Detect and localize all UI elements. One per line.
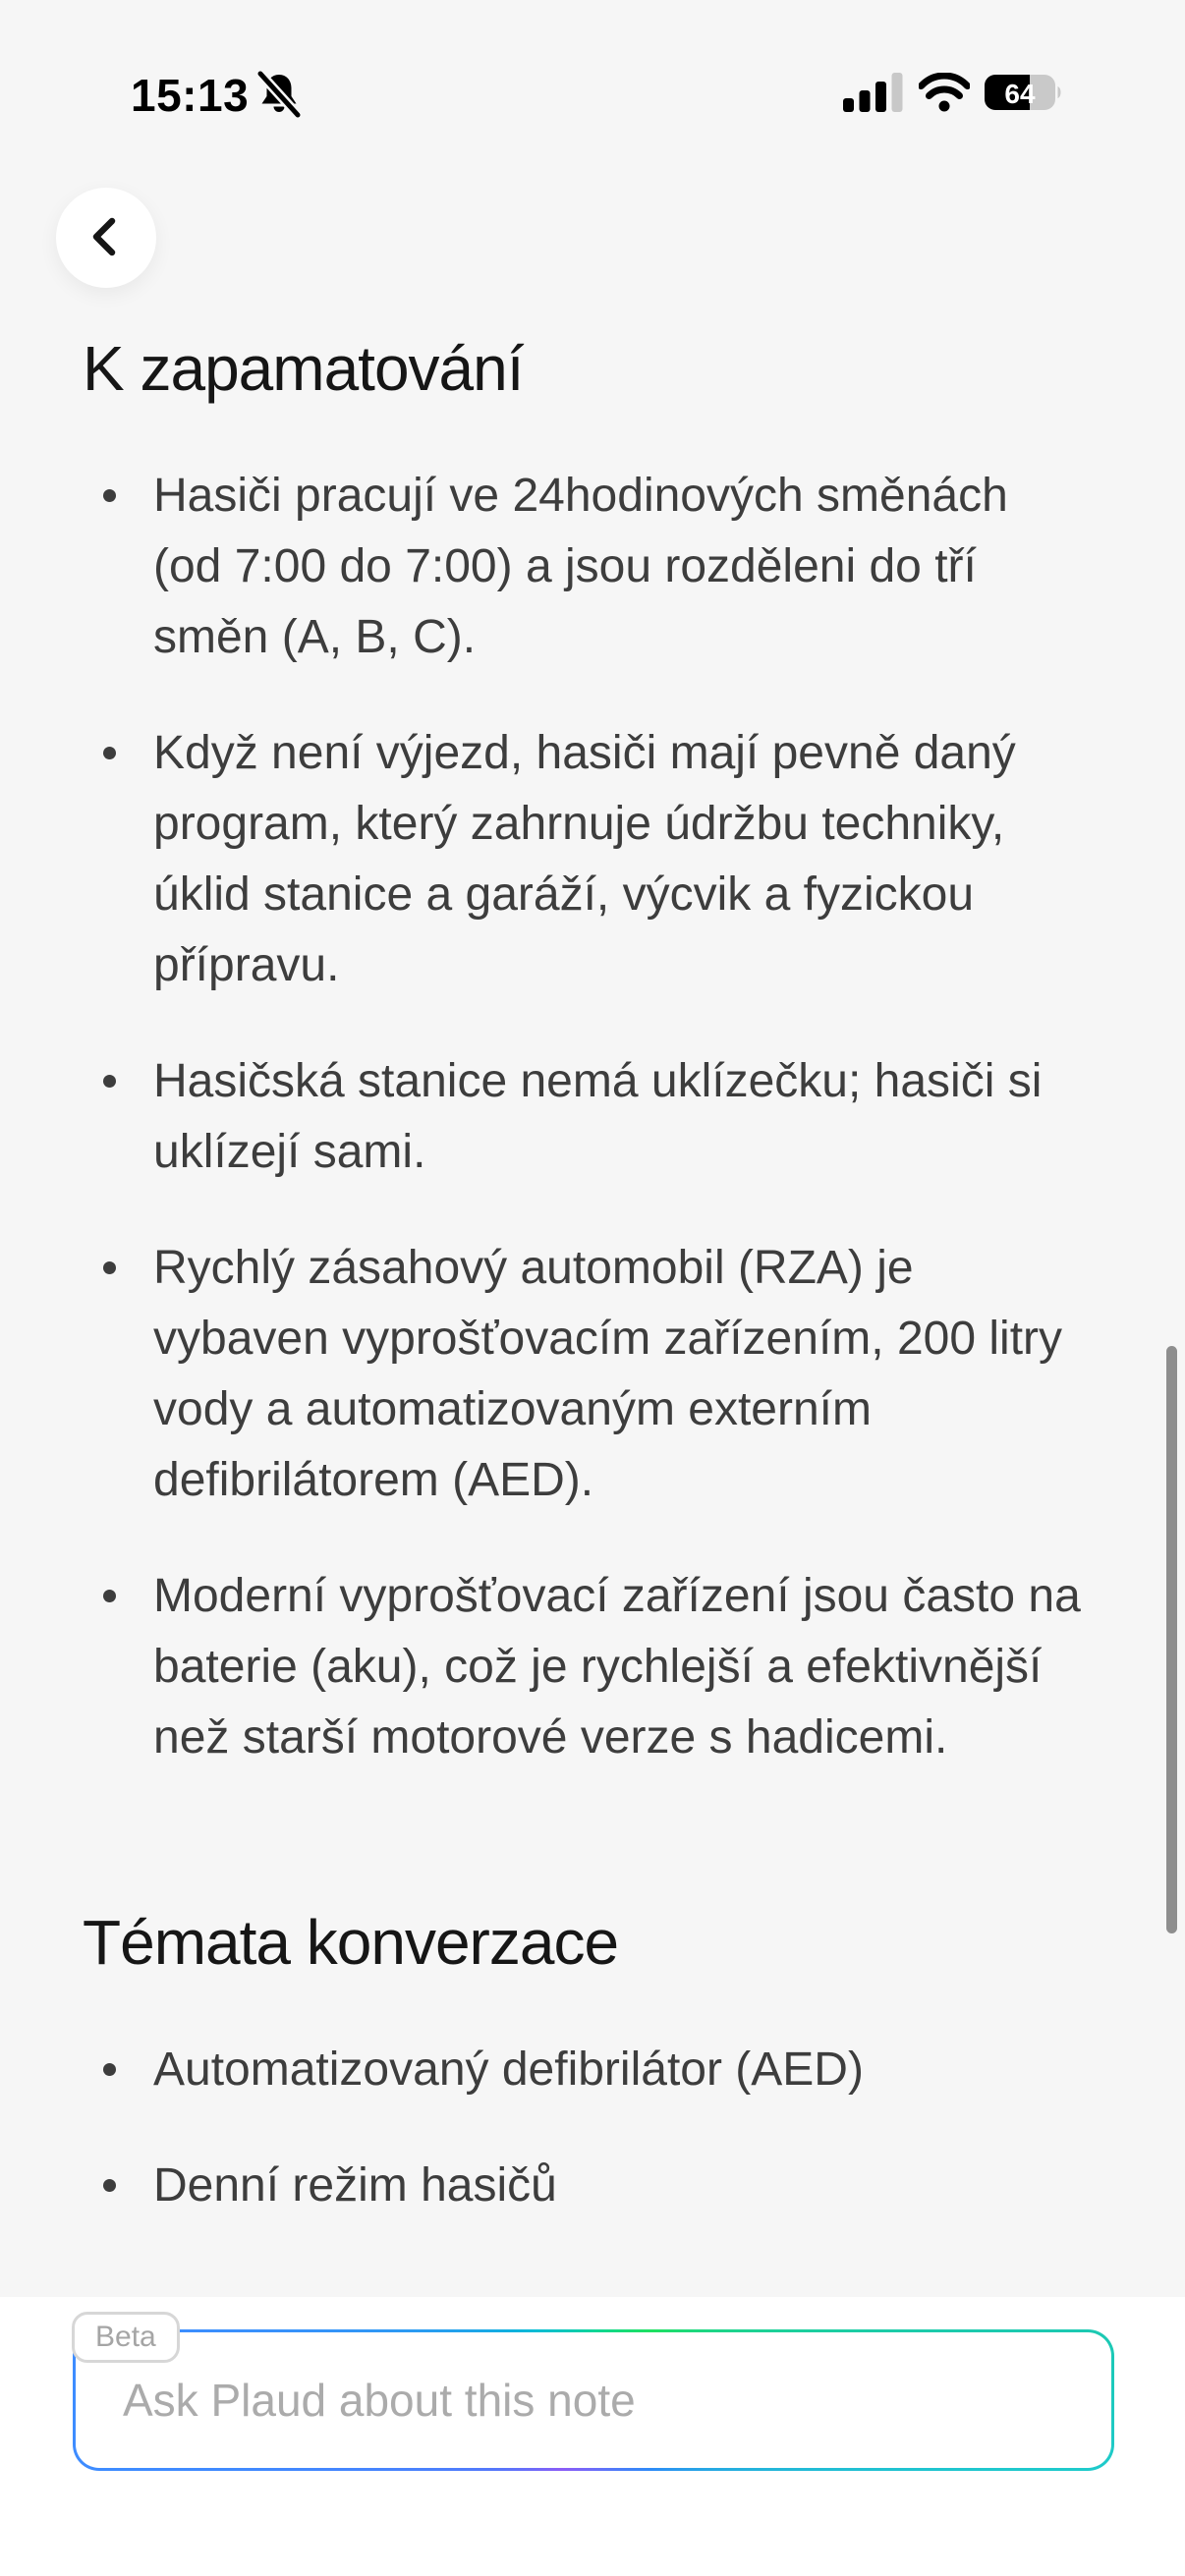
notifications-silenced-icon — [256, 71, 302, 123]
list-item: Hasiči pracují ve 24hodinových směnách (od 7:00 do 7:00) a jsou rozděleni do tří směn (A, B, C). — [153, 461, 1086, 673]
battery-percent-label: 64 — [1004, 79, 1036, 109]
list-item: Moderní vyprošťovací zařízení jsou často na baterie (aku), což je rychlejší a efektivnější než starší motorové verze s hadicemi. — [153, 1561, 1086, 1773]
section-heading-topics: Témata konverzace — [83, 1907, 619, 1978]
ask-bar — [0, 2297, 1185, 2576]
list-item: Denní režim hasičů — [153, 2151, 1086, 2221]
battery-icon — [985, 73, 1065, 117]
note-summary — [83, 330, 1086, 2267]
status-icons — [843, 73, 1065, 117]
clock: 15:13 — [131, 70, 250, 121]
list-item: Když není výjezd, hasiči mají pevně daný program, který zahrnuje údržbu techniky, úklid stanice a garáží, výcvik a fyzickou přípravu. — [153, 718, 1086, 1001]
wifi-icon — [919, 73, 970, 117]
scrollbar-thumb[interactable] — [1166, 1346, 1177, 1933]
ask-input-border — [73, 2329, 1114, 2471]
list-item: Rychlý zásahový automobil (RZA) je vybaven vyprošťovacím zařízením, 200 litry vody a automatizovaným externím defibrilátorem (AED). — [153, 1233, 1086, 1516]
section-heading-takeaways: K zapamatování — [83, 333, 524, 404]
beta-badge: Beta — [72, 2312, 180, 2363]
list-item: Automatizovaný defibrilátor (AED) — [153, 2035, 1086, 2105]
takeaways-list — [83, 461, 1086, 1773]
chevron-left-icon — [84, 214, 129, 262]
ask-input[interactable] — [76, 2332, 1111, 2468]
list-item: Hasičská stanice nemá uklízečku; hasiči si uklízejí sami. — [153, 1046, 1086, 1188]
topics-list — [83, 2035, 1086, 2221]
back-button[interactable] — [56, 188, 156, 288]
cellular-signal-icon — [843, 73, 904, 117]
